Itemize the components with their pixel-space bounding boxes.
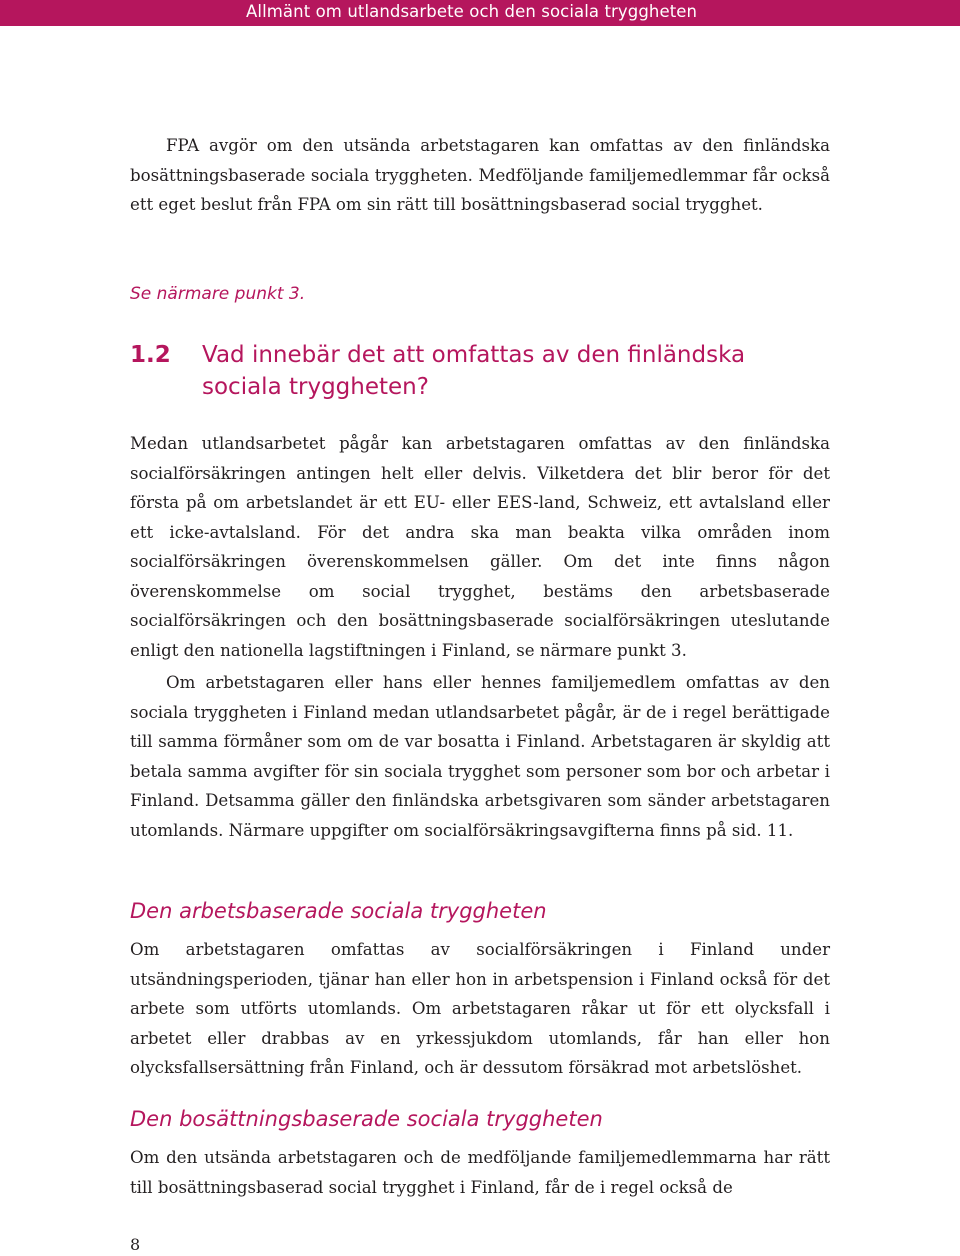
- section-number: 1.2: [130, 342, 171, 368]
- running-header-bar: [0, 0, 960, 26]
- page-number: 8: [130, 1235, 141, 1254]
- subheading-work-based: Den arbetsbaserade sociala tryggheten: [130, 899, 547, 923]
- cross-reference: Se närmare punkt 3.: [130, 284, 306, 304]
- section-title: Vad innebär det att omfattas av den finländska sociala tryggheten?: [202, 342, 746, 400]
- subheading-residence-based: Den bosättningsbaserade sociala tryggheten: [130, 1107, 603, 1131]
- paragraph-fpa-decision: FPA avgör om den utsända arbetstagaren kan omfattas av den finländska bosättningsbaserade sociala tryggheten. Medföljande familjemedlemmar får också ett eget beslut från FPA om sin rätt till bosättningsbaserad social trygghet.: [130, 136, 830, 214]
- running-header-title: Allmänt om utlandsarbete och den sociala tryggheten: [246, 2, 698, 21]
- paragraph-residence-based: Om den utsända arbetstagaren och de medföljande familjemedlemmarna har rätt till bosättningsbaserad social trygghet i Finland, får de i regel också de: [130, 1148, 830, 1197]
- paragraph-coverage: Medan utlandsarbetet pågår kan arbetstagaren omfattas av den finländska socialförsäkringen antingen helt eller delvis. Vilketdera det blir beror för det första på om arbetslandet är ett EU- eller EES-land, Schweiz, ett avtalsland eller ett icke-avtalsland. För det andra ska man beakta vilka områden inom socialförsäkringen överenskommelsen gäller. Om det inte finns någon överenskommelse om social trygghet, bestäms den arbetsbaserade socialförsäkringen och den bosättningsbaserade socialförsäkringen uteslutande enligt den nationella lagstiftningen i Finland, se närmare punkt 3.: [130, 434, 830, 660]
- paragraph-work-based: Om arbetstagaren omfattas av socialförsäkringen i Finland under utsändningsperioden, tjänar han eller hon in arbetspension i Finland också för det arbete som utförts utomlands. Om arbetstagaren råkar ut för ett olycksfall i arbetet eller drabbas av en yrkessjukdom utomlands, får han eller hon olycksfallsersättning från Finland, och är dessutom försäkrad mot arbetslöshet.: [130, 940, 830, 1077]
- paragraph-benefits: Om arbetstagaren eller hans eller hennes familjemedlem omfattas av den sociala tryggheten i Finland medan utlandsarbetet pågår, är de i regel berättigade till samma förmåner som om de var bosatta i Finland. Arbetstagaren är skyldig att betala samma avgifter för sin sociala trygghet som personer som bor och arbetar i Finland. Detsamma gäller den finländska arbetsgivaren som sänder arbetstagaren utomlands. Närmare uppgifter om socialförsäkringsavgifterna finns på sid. 11.: [130, 673, 830, 840]
